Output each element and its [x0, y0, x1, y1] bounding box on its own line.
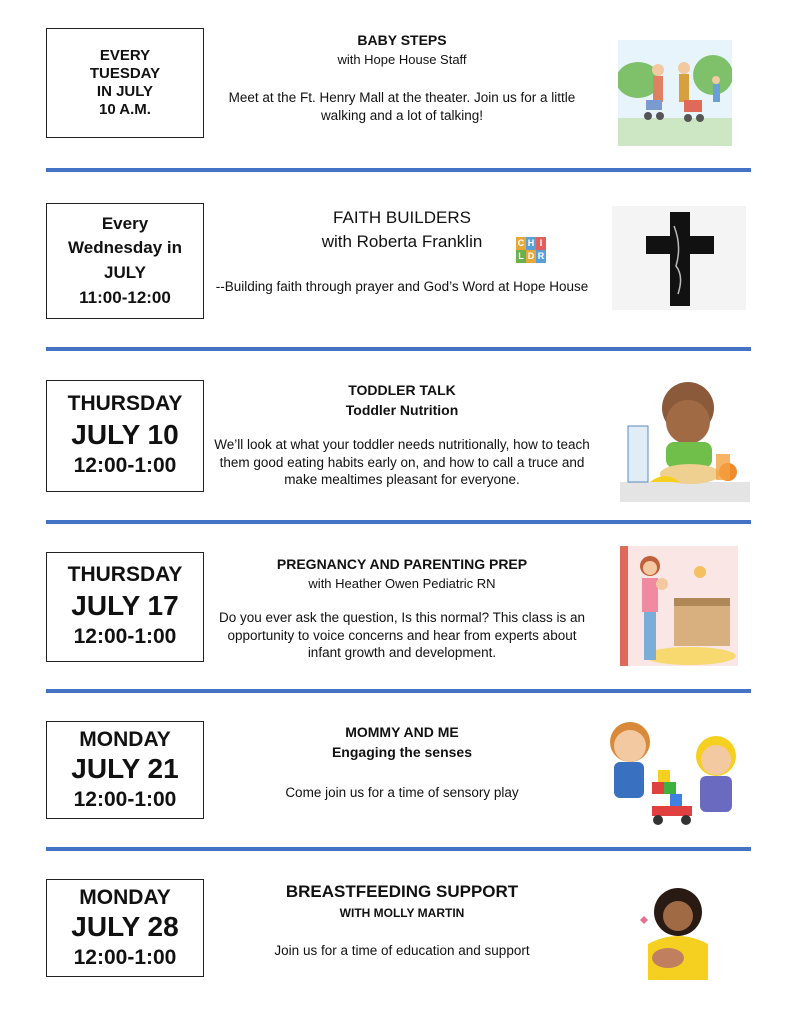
- date-line: IN JULY: [96, 83, 154, 100]
- mother-nursing-illustration: [628, 884, 718, 980]
- toddler-eating-illustration: [620, 378, 750, 502]
- date-line: MONDAY: [79, 885, 171, 909]
- date-line: THURSDAY: [67, 563, 183, 587]
- date-line: THURSDAY: [67, 392, 183, 416]
- event-description-breastfeeding: [212, 882, 592, 960]
- event-title: BREASTFEEDING SUPPORT: [285, 882, 519, 901]
- section-divider: [46, 689, 751, 693]
- event-subtitle: WITH MOLLY MARTIN: [339, 906, 465, 920]
- date-line: JULY 28: [71, 911, 179, 943]
- block-letter: R: [537, 251, 545, 261]
- event-subtitle: with Roberta Franklin: [321, 232, 483, 251]
- section-divider: [46, 168, 751, 172]
- event-body: We’ll look at what your toddler needs nutritionally, how to teach them good eating habits early on, and how to call a truce and make mealtimes pleasant for everyone.: [214, 437, 590, 488]
- date-box-baby-steps: [46, 28, 204, 138]
- event-subtitle: Engaging the senses: [331, 744, 473, 760]
- date-line: JULY 10: [71, 419, 179, 451]
- event-subtitle: with Heather Owen Pediatric RN: [308, 576, 496, 591]
- event-body: Come join us for a time of sensory play: [285, 785, 519, 800]
- date-line: 12:00-1:00: [73, 454, 177, 478]
- block-letter: H: [527, 238, 535, 248]
- kids-playing-blocks-illustration: [598, 712, 748, 832]
- family-walking-illustration: [618, 40, 732, 146]
- child-care-blocks-icon: [516, 237, 546, 263]
- section-divider: [46, 847, 751, 851]
- date-line: 12:00-1:00: [73, 625, 177, 649]
- event-subtitle: Toddler Nutrition: [345, 402, 459, 418]
- mother-with-baby-illustration: [620, 546, 738, 666]
- date-box-parenting-prep: [46, 552, 204, 662]
- event-description-mommy-and-me: [212, 724, 592, 802]
- date-box-breastfeeding: [46, 879, 204, 977]
- date-line: Wednesday in: [68, 238, 182, 258]
- section-divider: [46, 520, 751, 524]
- date-line: MONDAY: [79, 727, 171, 751]
- event-description-baby-steps: [212, 32, 592, 124]
- date-box-mommy-and-me: [46, 721, 204, 819]
- event-title: PREGNANCY AND PARENTING PREP: [276, 556, 528, 572]
- block-letter: C: [517, 238, 525, 248]
- date-box-toddler-talk: [46, 380, 204, 492]
- date-box-faith-builders: [46, 203, 204, 319]
- date-line: 10 A.M.: [99, 101, 151, 118]
- event-body: Meet at the Ft. Henry Mall at the theater. Join us for a little walking and a lot of talking!: [228, 90, 576, 123]
- date-line: TUESDAY: [89, 65, 161, 82]
- event-subtitle: with Hope House Staff: [337, 52, 467, 67]
- block-letter: I: [536, 237, 546, 250]
- date-line: Every: [101, 213, 149, 233]
- event-body: Join us for a time of education and support: [274, 943, 530, 958]
- block-letter: L: [516, 250, 526, 263]
- event-title: BABY STEPS: [357, 32, 447, 48]
- date-line: 12:00-1:00: [73, 945, 177, 969]
- cross-icon: [612, 206, 746, 310]
- event-body: Do you ever ask the question, Is this normal? This class is an opportunity to voice concerns and hear from experts about infant growth and development.: [219, 610, 585, 661]
- date-line: 11:00-12:00: [79, 287, 171, 307]
- event-title: TODDLER TALK: [348, 382, 456, 398]
- block-letter: D: [527, 251, 535, 261]
- event-description-parenting-prep: [212, 556, 592, 662]
- event-title: MOMMY AND ME: [345, 724, 459, 740]
- event-description-toddler-talk: [212, 382, 592, 489]
- section-divider: [46, 347, 751, 351]
- date-line: JULY 17: [71, 590, 179, 622]
- date-line: JULY: [104, 263, 146, 282]
- date-line: JULY 21: [71, 753, 179, 785]
- event-body: --Building faith through prayer and God’s Word at Hope House: [215, 279, 589, 294]
- date-line: 12:00-1:00: [73, 787, 177, 811]
- event-title: FAITH BUILDERS: [333, 208, 471, 227]
- date-line: EVERY: [99, 47, 151, 64]
